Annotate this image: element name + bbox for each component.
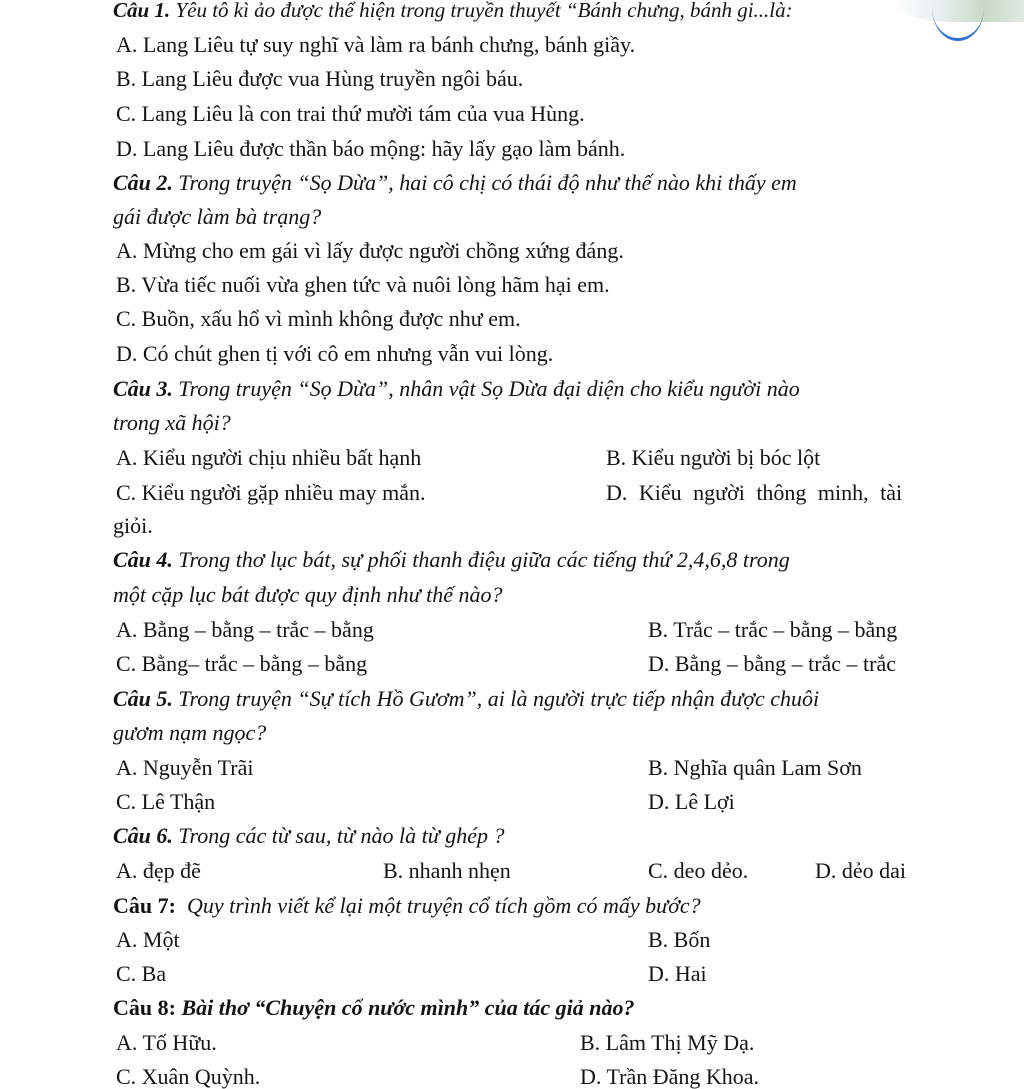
- question-6: [113, 823, 505, 848]
- option-4d: D. Bằng – bằng – trắc – trắc: [648, 651, 897, 676]
- question-stem: Bài thơ “Chuyện cổ nước mình” của tác giả nào?: [181, 995, 635, 1020]
- question-3-cont: trong xã hội?: [113, 410, 231, 435]
- question-number: Câu 7:: [113, 893, 176, 918]
- question-number: Câu 2.: [113, 170, 173, 195]
- question-7: [113, 893, 701, 918]
- question-number: Câu 1.: [113, 0, 171, 22]
- question-stem: Trong các từ sau, từ nào là từ ghép ?: [178, 823, 505, 848]
- option-5a: A. Nguyễn Trãi: [116, 755, 254, 780]
- option-7a: A. Một: [116, 927, 180, 952]
- question-3: [113, 376, 800, 401]
- option-4c: C. Bằng– trắc – bằng – bằng: [116, 651, 368, 676]
- option-6b: B. nhanh nhẹn: [383, 858, 511, 883]
- option-2a: A. Mừng cho em gái vì lấy được người chồng xứng đáng.: [116, 238, 624, 263]
- question-4: [113, 547, 790, 572]
- option-7c: C. Ba: [116, 961, 167, 986]
- question-2-cont: gái được làm bà trạng?: [113, 204, 322, 229]
- option-1c: C. Lang Liêu là con trai thứ mười tám của vua Hùng.: [116, 101, 585, 126]
- decorative-corner-image: [894, 0, 1024, 22]
- option-3c: C. Kiểu người gặp nhiều may mắn.: [116, 480, 426, 505]
- option-2d: D. Có chút ghen tị với cô em nhưng vẫn vui lòng.: [116, 341, 554, 366]
- option-2c: C. Buồn, xấu hổ vì mình không được như em.: [116, 306, 521, 331]
- question-5-cont: gươm nạm ngọc?: [113, 720, 267, 745]
- option-3b: B. Kiểu người bị bóc lột: [606, 445, 821, 470]
- option-8b: B. Lâm Thị Mỹ Dạ.: [580, 1030, 755, 1055]
- option-5c: C. Lê Thận: [116, 789, 216, 814]
- question-stem: Trong thơ lục bát, sự phối thanh điệu giữa các tiếng thứ 2,4,6,8 trong: [178, 547, 790, 572]
- option-1b: B. Lang Liêu được vua Hùng truyền ngôi báu.: [116, 66, 524, 91]
- option-6c: C. deo dẻo.: [648, 858, 749, 883]
- option-5b: B. Nghĩa quân Lam Sơn: [648, 755, 862, 780]
- question-stem: Trong truyện “Sọ Dừa”, hai cô chị có thái độ như thế nào khi thấy em: [178, 170, 797, 195]
- option-3d: D. Kiểu người thông minh, tài: [606, 480, 903, 505]
- question-4-cont: một cặp lục bát được quy định như thế nào?: [113, 582, 503, 607]
- option-8a: A. Tố Hữu.: [116, 1030, 217, 1055]
- question-8: [113, 995, 634, 1020]
- question-5: [113, 686, 819, 711]
- option-2b: B. Vừa tiếc nuối vừa ghen tức và nuôi lòng hãm hại em.: [116, 272, 610, 297]
- question-number: Câu 8:: [113, 995, 176, 1020]
- question-1: [113, 0, 793, 22]
- question-2: [113, 170, 797, 195]
- question-stem: Yêu tô kì ảo được thể hiện trong truyền thuyết “Bánh chưng, bánh gi...là:: [175, 0, 793, 22]
- option-3d-cont: giỏi.: [113, 513, 153, 538]
- question-stem: Quy trình viết kể lại một truyện cổ tích gồm có mấy bước?: [186, 893, 701, 918]
- option-8d: D. Trần Đăng Khoa.: [580, 1064, 760, 1089]
- option-1a: A. Lang Liêu tự suy nghĩ và làm ra bánh chưng, bánh giầy.: [116, 32, 636, 57]
- option-4b: B. Trắc – trắc – bằng – bằng: [648, 617, 898, 642]
- option-4a: A. Bằng – bằng – trắc – bằng: [116, 617, 374, 642]
- option-6a: A. đẹp đẽ: [116, 858, 201, 883]
- option-3a: A. Kiểu người chịu nhiều bất hạnh: [116, 445, 422, 470]
- option-7d: D. Hai: [648, 961, 707, 986]
- question-stem: Trong truyện “Sự tích Hồ Gươm”, ai là người trực tiếp nhận được chuôi: [178, 686, 820, 711]
- question-number: Câu 6.: [113, 823, 173, 848]
- question-number: Câu 5.: [113, 686, 173, 711]
- question-number: Câu 3.: [113, 376, 173, 401]
- question-stem: Trong truyện “Sọ Dừa”, nhân vật Sọ Dừa đại diện cho kiểu người nào: [178, 376, 800, 401]
- option-6d: D. dẻo dai: [815, 858, 907, 883]
- option-5d: D. Lê Lợi: [648, 789, 735, 814]
- option-1d: D. Lang Liêu được thần báo mộng: hãy lấy gạo làm bánh.: [116, 136, 626, 161]
- option-7b: B. Bốn: [648, 927, 711, 952]
- option-8c: C. Xuân Quỳnh.: [116, 1064, 261, 1089]
- question-number: Câu 4.: [113, 547, 173, 572]
